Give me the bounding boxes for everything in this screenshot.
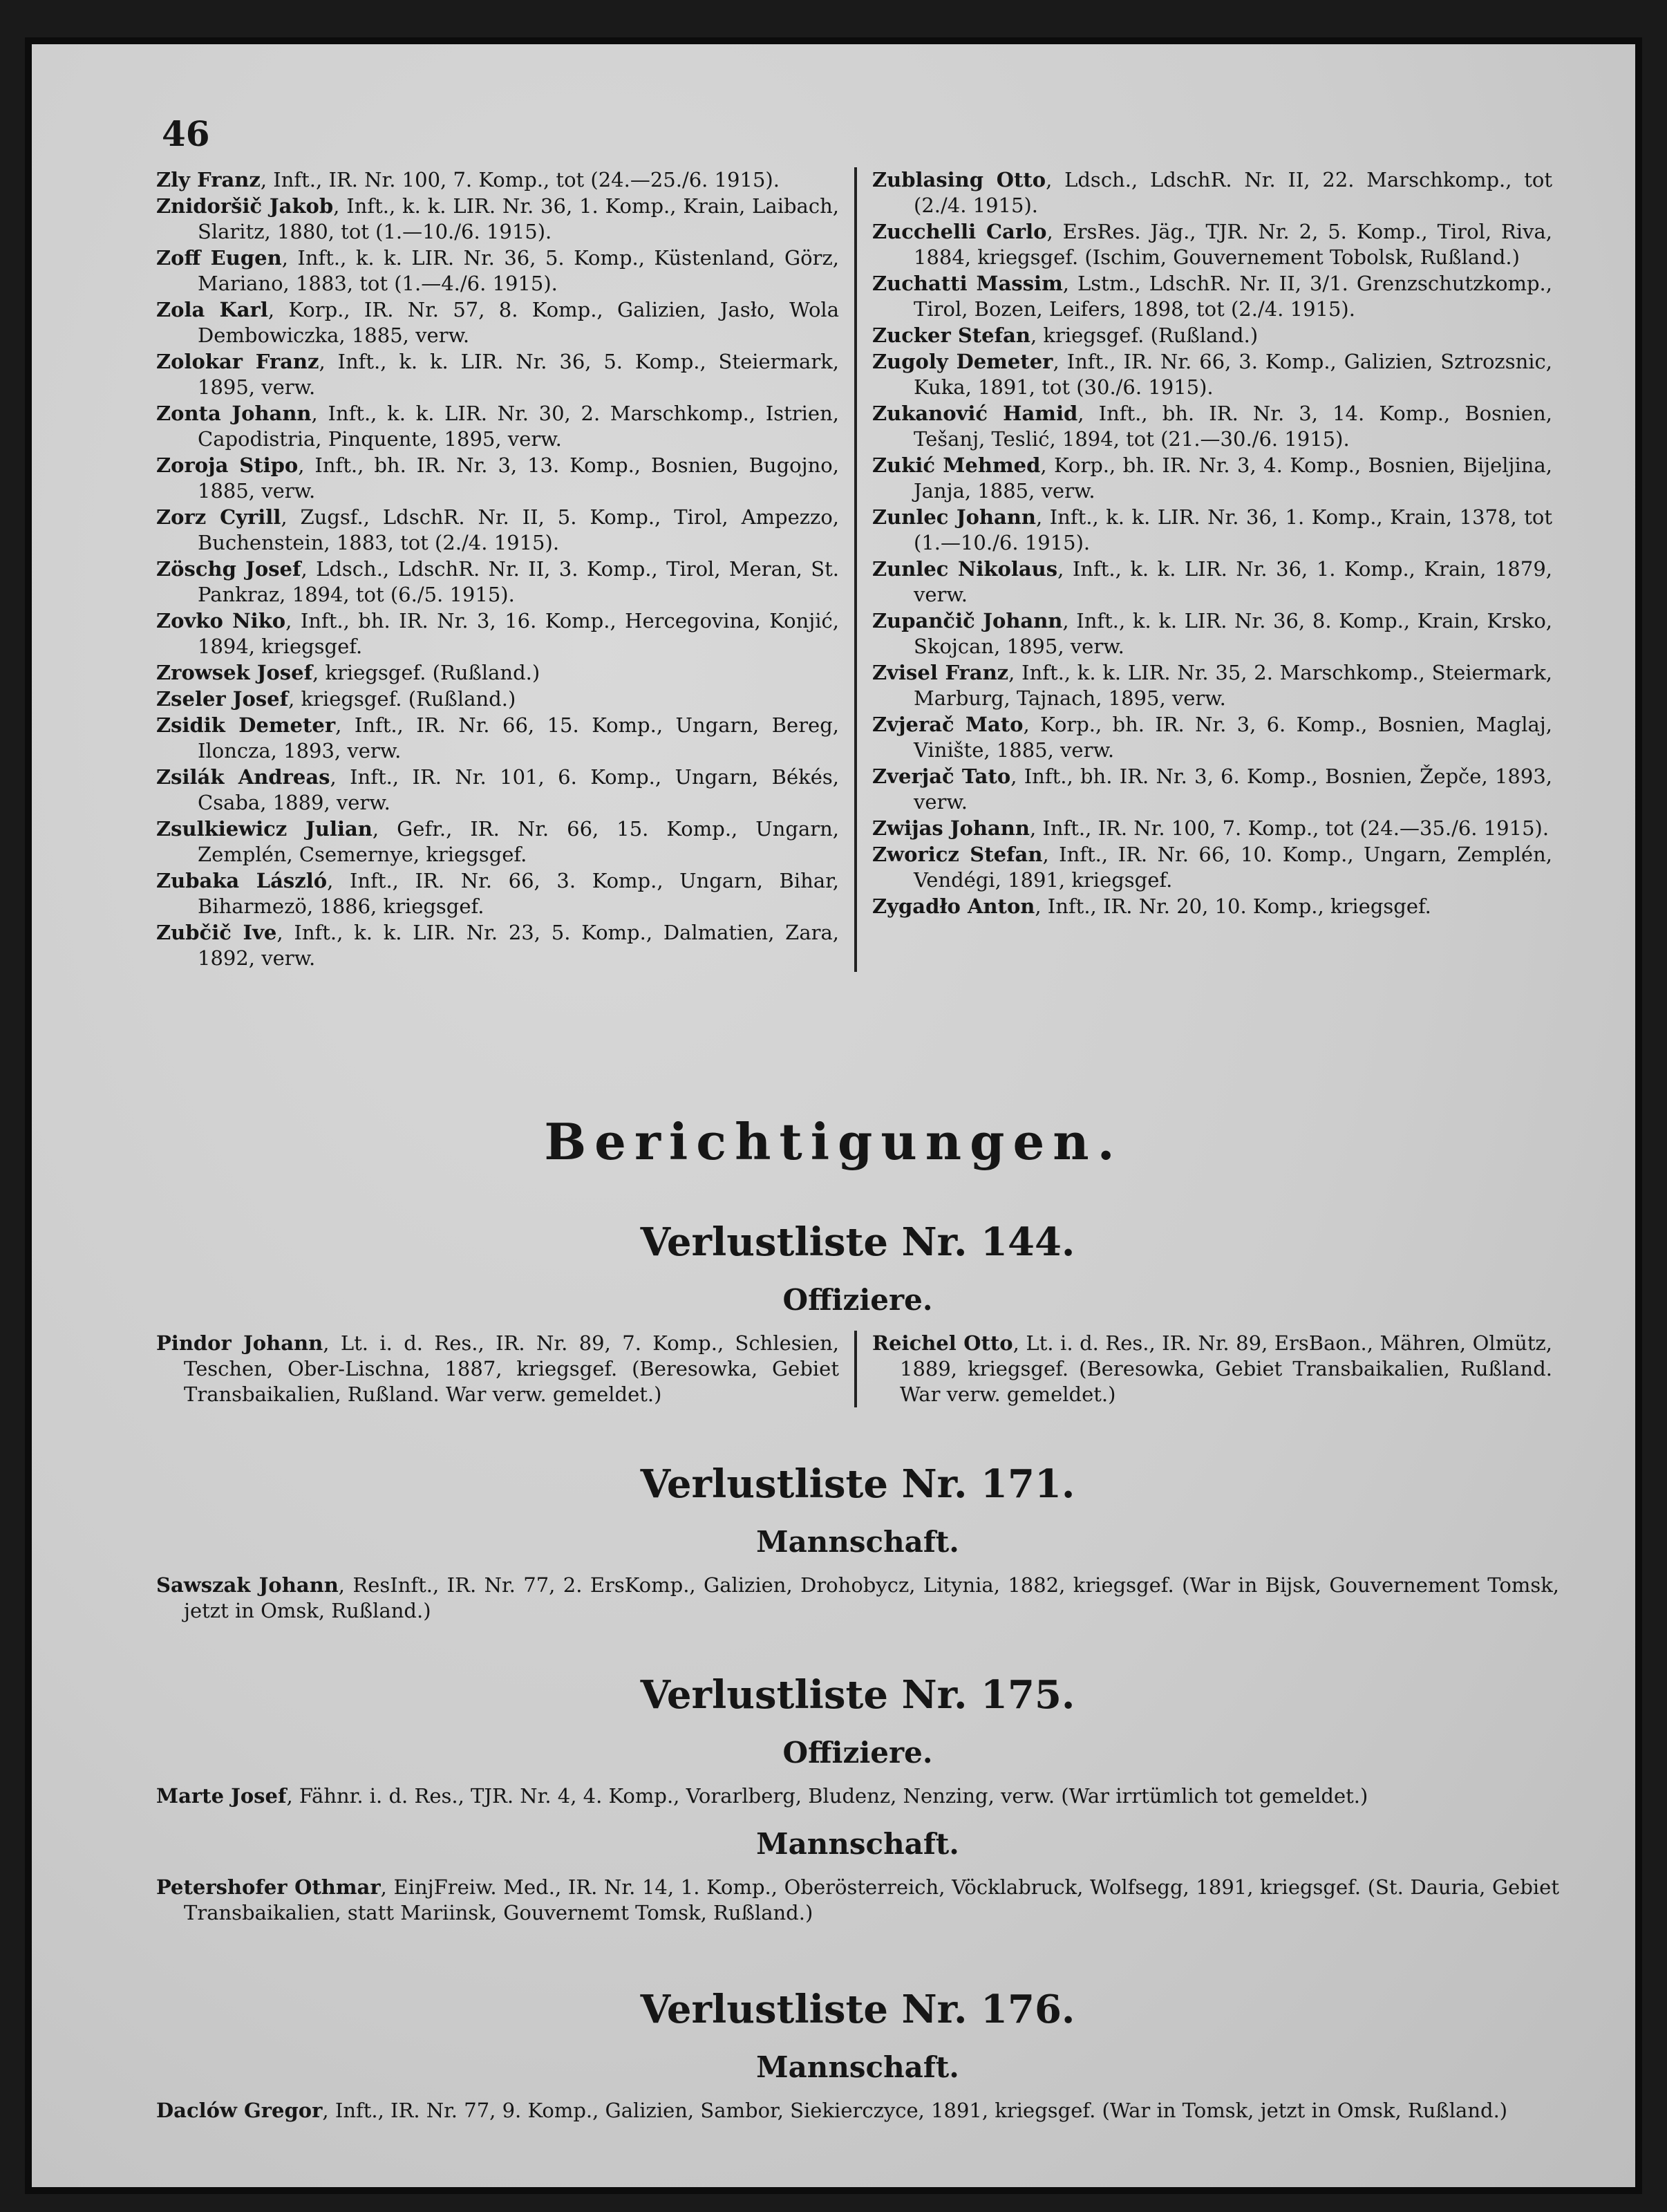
entry-text: , Inft., k. k. LIR. Nr. 36, 1. Komp., Krain, 1378, tot (1.—10./6. 1915). (914, 505, 1552, 554)
entry-name: Zucker Stefan (872, 324, 1030, 347)
entry-text: , Inft., k. k. LIR. Nr. 36, 1. Komp., Krain, 1879, verw. (914, 557, 1552, 606)
entry (156, 1783, 1559, 1809)
entry-name: Zly Franz (156, 168, 261, 191)
entry-name: Zola Karl (156, 298, 268, 321)
casualty-entry (872, 453, 1552, 504)
list-title: Verlustliste Nr. 171. (640, 1461, 1075, 1507)
entry-right (854, 1331, 1552, 1407)
casualty-entry (156, 765, 839, 816)
entry-text: , Inft., IR. Nr. 66, 3. Komp., Galizien, Sztrozsnic, Kuka, 1891, tot (30./6. 1915). (914, 350, 1552, 399)
entry-name: Zubčič Ive (156, 921, 277, 944)
entry-name: Zworicz Stefan (872, 843, 1043, 866)
entry (156, 2098, 1559, 2124)
entry-text: , Inft., k. k. LIR. Nr. 36, 8. Komp., Krain, Krsko, Skojcan, 1895, verw. (914, 609, 1552, 658)
entry-text: , Zugsf., LdschR. Nr. II, 5. Komp., Tirol, Ampezzo, Buchenstein, 1883, tot (2./4. 1915). (198, 505, 839, 554)
entry-name: Zseler Josef (156, 687, 289, 711)
casualty-entry (156, 608, 839, 659)
entry-name: Zrowsek Josef (156, 661, 313, 684)
page-number: 46 (162, 113, 210, 154)
entry-text: , Korp., IR. Nr. 57, 8. Komp., Galizien, Jasło, Wola Dembowiczka, 1885, verw. (198, 298, 839, 347)
entry-name: Zverjač Tato (872, 765, 1011, 788)
casualty-entry (156, 453, 839, 504)
entry-text: , Inft., IR. Nr. 77, 9. Komp., Galizien, Sambor, Siekierczyce, 1891, kriegsgef. (War in Tomsk, jetzt in Omsk, Rußland.) (322, 2099, 1508, 2122)
casualty-entry (156, 194, 839, 245)
casualty-entry (156, 245, 839, 297)
entry-name: Zvjerač Mato (872, 713, 1024, 736)
entry-name: Daclów Gregor (156, 2099, 323, 2122)
entry-name: Pindor Johann (156, 1331, 323, 1355)
casualty-entry (872, 608, 1552, 659)
entry-text: , Inft., k. k. LIR. Nr. 36, 1. Komp., Krain, Laibach, Slaritz, 1880, tot (1.—10./6. 1915). (198, 194, 839, 243)
entry-text: , kriegsgef. (Rußland.) (288, 687, 516, 711)
entry-text: , Inft., k. k. LIR. Nr. 23, 5. Komp., Dalmatien, Zara, 1892, verw. (198, 921, 839, 970)
entry (156, 1875, 1559, 1926)
list-subtitle: Mannschaft. (756, 1525, 959, 1559)
entry-name: Sawszak Johann (156, 1573, 339, 1597)
casualty-entry (156, 556, 839, 608)
entry-name: Zunlec Nikolaus (872, 557, 1058, 581)
entry-text: , Lt. i. d. Res., IR. Nr. 89, 7. Komp., Schlesien, Teschen, Ober-Lischna, 1887, kriegsgef. (Beresowka, Gebiet Transbaikalien, Rußland. War verw. gemeldet.) (184, 1331, 839, 1406)
entry-text: , Inft., IR. Nr. 100, 7. Komp., tot (24.—25./6. 1915). (260, 168, 780, 191)
casualty-entry (872, 816, 1552, 841)
two-column-entries (156, 1331, 1559, 1407)
entry-text: , Inft., bh. IR. Nr. 3, 16. Komp., Hercegovina, Konjić, 1894, kriegsgef. (198, 609, 839, 658)
entry-name: Zupančič Johann (872, 609, 1063, 632)
entry-text: , Inft., k. k. LIR. Nr. 35, 2. Marschkomp., Steiermark, Marburg, Tajnach, 1895, verw. (914, 661, 1552, 710)
entry-text: , Ldsch., LdschR. Nr. II, 3. Komp., Tirol, Meran, St. Pankraz, 1894, tot (6./5. 1915). (198, 557, 839, 606)
entry-text: , Inft., bh. IR. Nr. 3, 13. Komp., Bosnien, Bugojno, 1885, verw. (198, 453, 839, 503)
entry-name: Zukić Mehmed (872, 453, 1041, 477)
list-subtitle-officers: Offiziere. (782, 1736, 933, 1770)
entry-text: , EinjFreiw. Med., IR. Nr. 14, 1. Komp., Oberösterreich, Vöcklabruck, Wolfsegg, 1891, kriegsgef. (St. Dauria, Gebiet Transbaikalien, statt Mariinsk, Gouvernemt Tomsk, Rußland.) (184, 1875, 1559, 1924)
entry-name: Zunlec Johann (872, 505, 1036, 529)
entry (156, 1573, 1559, 1624)
entry-text: , ErsRes. Jäg., TJR. Nr. 2, 5. Komp., Tirol, Riva, 1884, kriegsgef. (Ischim, Gouvernement Tobolsk, Rußland.) (914, 220, 1552, 269)
entry-name: Zubaka László (156, 869, 328, 892)
entry-text: , Inft., IR. Nr. 66, 10. Komp., Ungarn, Zemplén, Vendégi, 1891, kriegsgef. (914, 843, 1552, 892)
entry-text: , Ldsch., LdschR. Nr. II, 22. Marschkomp., tot (2./4. 1915). (914, 168, 1552, 217)
entry-name: Znidoršič Jakob (156, 194, 334, 218)
list-subtitle-men: Mannschaft. (756, 1827, 959, 1861)
entry-name: Zucchelli Carlo (872, 220, 1047, 243)
entry-name: Zöschg Josef (156, 557, 301, 581)
entry-name: Petershofer Othmar (156, 1875, 381, 1899)
casualty-entry (872, 505, 1552, 556)
entry-text: , Inft., bh. IR. Nr. 3, 14. Komp., Bosnien, Tešanj, Teslić, 1894, tot (21.—30./6. 1915). (914, 402, 1552, 451)
casualty-entry (872, 556, 1552, 608)
entry-name: Zsulkiewicz Julian (156, 817, 373, 841)
casualty-entry (156, 167, 839, 193)
list-subtitle: Mannschaft. (756, 2050, 959, 2084)
casualty-entry (872, 842, 1552, 893)
list-title: Verlustliste Nr. 176. (640, 1987, 1075, 2032)
entry-text: , Inft., IR. Nr. 20, 10. Komp., kriegsgef. (1035, 894, 1431, 918)
casualty-list-columns (156, 167, 1559, 972)
list-subtitle: Offiziere. (782, 1283, 933, 1317)
entry-text: , Lstm., LdschR. Nr. II, 3/1. Grenzschutzkomp., Tirol, Bozen, Leifers, 1898, tot (2./4. 1915). (914, 272, 1552, 321)
entry-text: , kriegsgef. (Rußland.) (312, 661, 540, 684)
entry-name: Zublasing Otto (872, 168, 1046, 191)
entry-text: , Inft., IR. Nr. 100, 7. Komp., tot (24.—35./6. 1915). (1029, 816, 1550, 840)
casualty-entry (872, 894, 1552, 919)
entry-name: Zwijas Johann (872, 816, 1030, 840)
entry-text: , Inft., IR. Nr. 66, 3. Komp., Ungarn, Bihar, Biharmezö, 1886, kriegsgef. (198, 869, 840, 918)
casualty-entry (872, 219, 1552, 270)
casualty-entry (872, 764, 1552, 815)
entry-text: , Inft., IR. Nr. 101, 6. Komp., Ungarn, Békés, Csaba, 1889, verw. (198, 765, 839, 814)
entry-name: Zonta Johann (156, 402, 312, 425)
casualty-entry (872, 323, 1552, 348)
section-verlustliste-144 (156, 1219, 1559, 1407)
document-page (25, 37, 1642, 2194)
section-verlustliste-175 (156, 1672, 1559, 1926)
entry-name: Zolokar Franz (156, 350, 319, 373)
entry-name: Zvisel Franz (872, 661, 1009, 684)
entry-text: , Korp., bh. IR. Nr. 3, 6. Komp., Bosnien, Maglaj, Vinište, 1885, verw. (914, 713, 1552, 762)
entry-text: , Inft., k. k. LIR. Nr. 36, 5. Komp., Küstenland, Görz, Mariano, 1883, tot (1.—4./6. 1915). (198, 246, 840, 295)
entry-name: Zoff Eugen (156, 246, 282, 270)
entry-text: , Inft., bh. IR. Nr. 3, 6. Komp., Bosnien, Žepče, 1893, verw. (914, 765, 1552, 814)
casualty-entry (156, 816, 839, 868)
casualty-entry (156, 686, 839, 712)
list-title: Verlustliste Nr. 175. (640, 1672, 1075, 1718)
casualty-entry (872, 660, 1552, 711)
entry-text: , Gefr., IR. Nr. 66, 15. Komp., Ungarn, Zemplén, Csemernye, kriegsgef. (198, 817, 840, 866)
entry-name: Zsilák Andreas (156, 765, 330, 789)
left-column (156, 167, 854, 972)
entry-name: Zukanović Hamid (872, 402, 1078, 425)
entry-left (156, 1331, 854, 1407)
casualty-entry (872, 712, 1552, 763)
casualty-entry (156, 920, 839, 971)
casualty-entry (872, 349, 1552, 400)
entry-text: , kriegsgef. (Rußland.) (1030, 324, 1259, 347)
entry-name: Zovko Niko (156, 609, 286, 632)
casualty-entry (156, 297, 839, 348)
entry-name: Zorz Cyrill (156, 505, 281, 529)
list-title: Verlustliste Nr. 144. (640, 1219, 1075, 1265)
entry-text: , Inft., IR. Nr. 66, 15. Komp., Ungarn, Bereg, Iloncza, 1893, verw. (198, 713, 840, 762)
entry-name: Zugoly Demeter (872, 350, 1053, 373)
casualty-entry (156, 713, 839, 764)
entry-name: Zuchatti Massim (872, 272, 1063, 295)
entry-name: Marte Josef (156, 1784, 287, 1808)
casualty-entry (872, 401, 1552, 452)
casualty-entry (872, 167, 1552, 218)
entry-text: , Inft., k. k. LIR. Nr. 30, 2. Marschkomp., Istrien, Capodistria, Pinquente, 1895, verw. (198, 402, 839, 451)
section-verlustliste-176 (156, 1987, 1559, 2124)
section-verlustliste-171 (156, 1461, 1559, 1624)
entry-text: , Fähnr. i. d. Res., TJR. Nr. 4, 4. Komp., Vorarlberg, Bludenz, Nenzing, verw. (War irrtümlich tot gemeldet.) (286, 1784, 1368, 1808)
right-column (854, 167, 1552, 972)
casualty-entry (156, 401, 839, 452)
entry-name: Zygadło Anton (872, 894, 1035, 918)
entry-name: Reichel Otto (872, 1331, 1013, 1355)
casualty-entry (872, 271, 1552, 322)
entry-name: Zoroja Stipo (156, 453, 299, 477)
casualty-entry (156, 349, 839, 400)
casualty-entry (156, 660, 839, 686)
entry-name: Zsidik Demeter (156, 713, 336, 737)
casualty-entry (156, 868, 839, 919)
entry-text: , Lt. i. d. Res., IR. Nr. 89, ErsBaon., Mähren, Olmütz, 1889, kriegsgef. (Beresowka, Gebiet Transbaikalien, Rußland. War verw. gemeldet.) (900, 1331, 1552, 1406)
entry-text: , Korp., bh. IR. Nr. 3, 4. Komp., Bosnien, Bijeljina, Janja, 1885, verw. (914, 453, 1552, 503)
entry-text: , Inft., k. k. LIR. Nr. 36, 5. Komp., Steiermark, 1895, verw. (198, 350, 839, 399)
berichtigungen-heading: Berichtigungen. (544, 1112, 1123, 1171)
casualty-entry (156, 505, 839, 556)
entry-text: , ResInft., IR. Nr. 77, 2. ErsKomp., Galizien, Drohobycz, Litynia, 1882, kriegsgef. (War in Bijsk, Gouvernement Tomsk, jetzt in Omsk, Rußland.) (184, 1573, 1559, 1622)
